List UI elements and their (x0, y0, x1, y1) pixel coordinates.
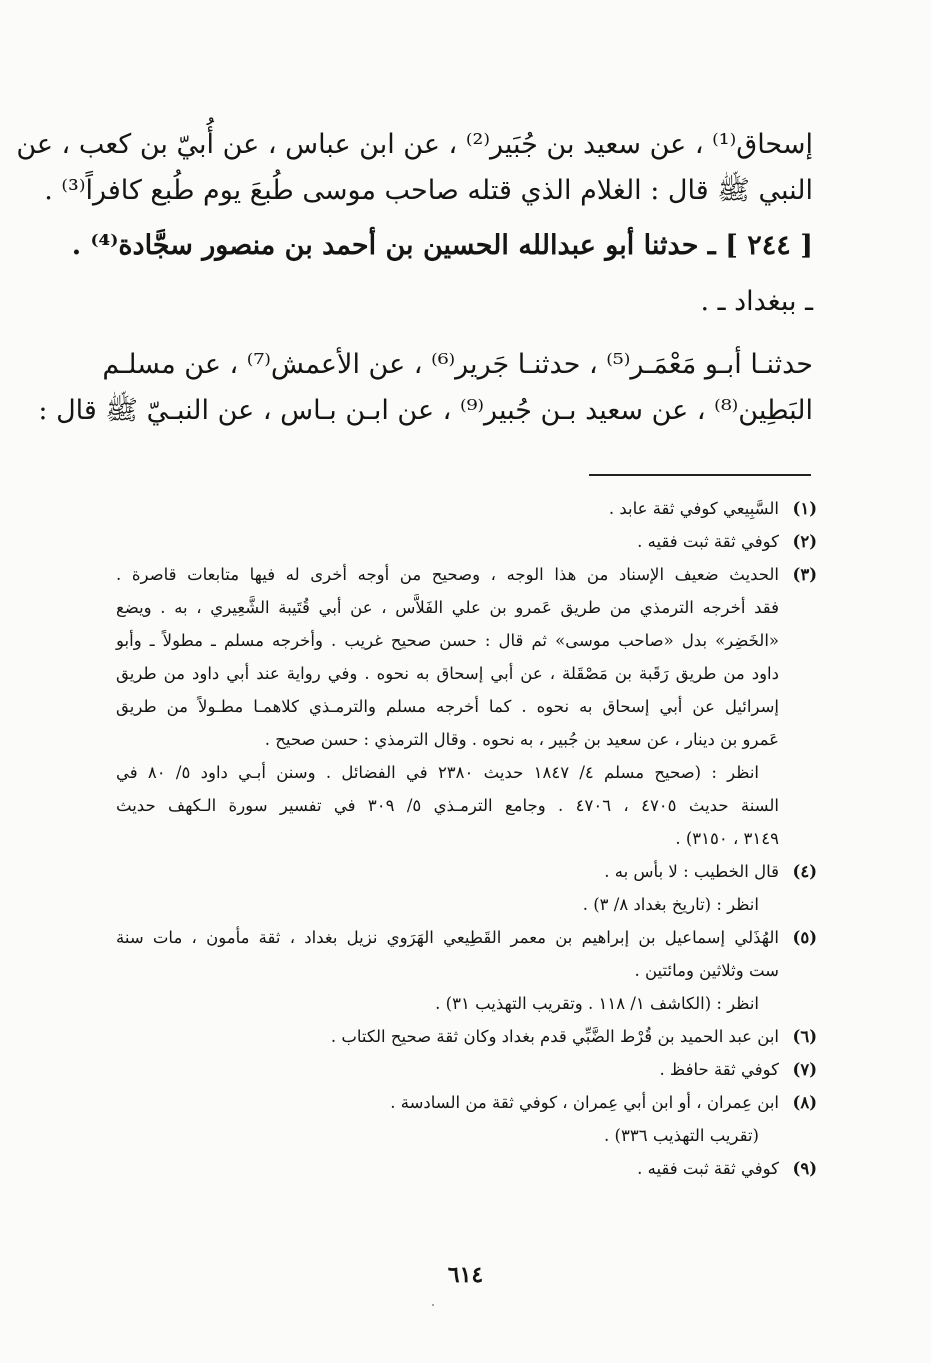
main-text-line: النبي ﷺ قال : الغلام الذي قتله صاحب موسى طُبعَ يوم طُبع كافراً⁽³⁾ . (44, 175, 813, 206)
footnote (116, 921, 817, 1020)
footnote-line: السَّبِيعي كوفي ثقة عابد . (608, 499, 779, 518)
footnote-line: السنة حديث ٤٧٠٥ ، ٤٧٠٦ . وجامع الترمـذي ٥/ ٣٠٩ في تفسير سورة الـكهف حديث (116, 796, 780, 815)
page-number: ٦١٤ (447, 1262, 484, 1288)
main-text-line: حدثنـا أبـو مَعْمَـر⁽⁵⁾ ، حدثنـا جَرير⁽⁶⁾ ، عن الأعمش⁽⁷⁾ ، عن مسلـم (102, 349, 813, 380)
footnote-line: قال الخطيب : لا بأس به . (604, 862, 779, 881)
footnote-line: إسرائيل عن أبي إسحاق به نحوه . كما أخرجه مسلم والترمـذي كلاهمـا مطـولاً من طريق (116, 697, 779, 716)
footnote-number: (٦) (792, 1027, 817, 1046)
footnote (116, 1152, 817, 1185)
hadith-heading (71, 220, 813, 328)
main-text (16, 122, 813, 434)
footnote (116, 558, 817, 855)
hadith-heading-text: [ ٢٤٤ ] ـ حدثنا أبو عبدالله الحسين بن أحمد بن منصور سجَّادة⁽⁴⁾ . (71, 230, 813, 261)
footnote-line: ست وثلاثين ومائتين . (634, 961, 779, 980)
footnote-line: ٣١٤٩ ، ٣١٥٠) . (675, 829, 779, 848)
hadith-location: ـ ببغداد ـ . (700, 286, 813, 317)
footnote-line: ابن عبد الحميد بن قُرْط الضَّبِّي قدم بغداد وكان ثقة صحيح الكتاب . (330, 1027, 779, 1046)
footnote-number: (٣) (792, 565, 817, 584)
footnote-line: كوفي ثقة ثبت فقيه . (637, 1159, 779, 1178)
footnote-line: (تقريب التهذيب ٣٣٦) . (604, 1126, 759, 1145)
footnote-line: انظر : (تاريخ بغداد ٨/ ٣) . (582, 895, 759, 914)
footnotes (116, 492, 817, 1185)
footnote-line: الحديث ضعيف الإسناد من هذا الوجه ، وصحيح من أوجه أخرى له فيها متابعات قاصرة . (116, 565, 779, 584)
footnote-separator (589, 474, 811, 476)
footnote (116, 1020, 817, 1053)
footnote (116, 1086, 817, 1152)
print-speck (432, 1304, 434, 1306)
footnote-number: (٧) (792, 1060, 817, 1079)
footnote-number: (٢) (792, 532, 817, 551)
footnote-line: كوفي ثقة حافظ . (659, 1060, 779, 1079)
footnote-number: (٤) (792, 862, 817, 881)
footnote (116, 492, 817, 525)
footnote-line: فقد أخرجه الترمذي من طريق عَمرو بن علي الفَلاَّس ، عن أبي قُتَيبة الشَّعِيري ، به . ويضع (116, 598, 779, 617)
footnote-line: كوفي ثقة ثبت فقيه . (637, 532, 779, 551)
footnote-line: انظر : (الكاشف ١/ ١١٨ . وتقريب التهذيب ٣١) . (435, 994, 759, 1013)
footnote-line: «الخَضِر» بدل «صاحب موسى» ثم قال : حسن صحيح غريب . وأخرجه مسلم ـ مطولاً ـ وأبو (116, 631, 779, 650)
main-text-line: البَطِين⁽⁸⁾ ، عن سعيد بـن جُبير⁽⁹⁾ ، عن ابـن بـاس ، عن النبـيّ ﷺ قال : (38, 395, 813, 426)
footnote-line: انظر : (صحيح مسلم ٤/ ١٨٤٧ حديث ٢٣٨٠ في الفضائل . وسنن أبـي داود ٥/ ٨٠ في (116, 763, 759, 782)
footnote (116, 855, 817, 921)
main-text-line: إسحاق⁽¹⁾ ، عن سعيد بن جُبَير⁽²⁾ ، عن ابن عباس ، عن أُبيّ بن كعب ، عن (16, 129, 813, 160)
footnote-line: الهُذَلي إسماعيل بن إبراهيم بن معمر القَطِيعي الهَرَوي نزيل بغداد ، ثقة مأمون ، مات سنة (116, 928, 779, 947)
footnote (116, 525, 817, 558)
footnote-line: عَمرو بن دينار ، عن سعيد بن جُبير ، به نحوه . وقال الترمذي : حسن صحيح . (264, 730, 779, 749)
footnote-number: (١) (792, 499, 817, 518)
footnote-number: (٥) (792, 928, 817, 947)
footnote (116, 1053, 817, 1086)
footnote-number: (٨) (792, 1093, 817, 1112)
footnote-line: داود من طريق رَقَبة بن مَصْقَلة ، عن أبي إسحاق به نحوه . وفي رواية عند أبي داود من طريق (116, 664, 779, 683)
footnote-number: (٩) (792, 1159, 817, 1178)
footnote-line: ابن عِمران ، أو ابن أبي عِمران ، كوفي ثقة من السادسة . (390, 1093, 779, 1112)
